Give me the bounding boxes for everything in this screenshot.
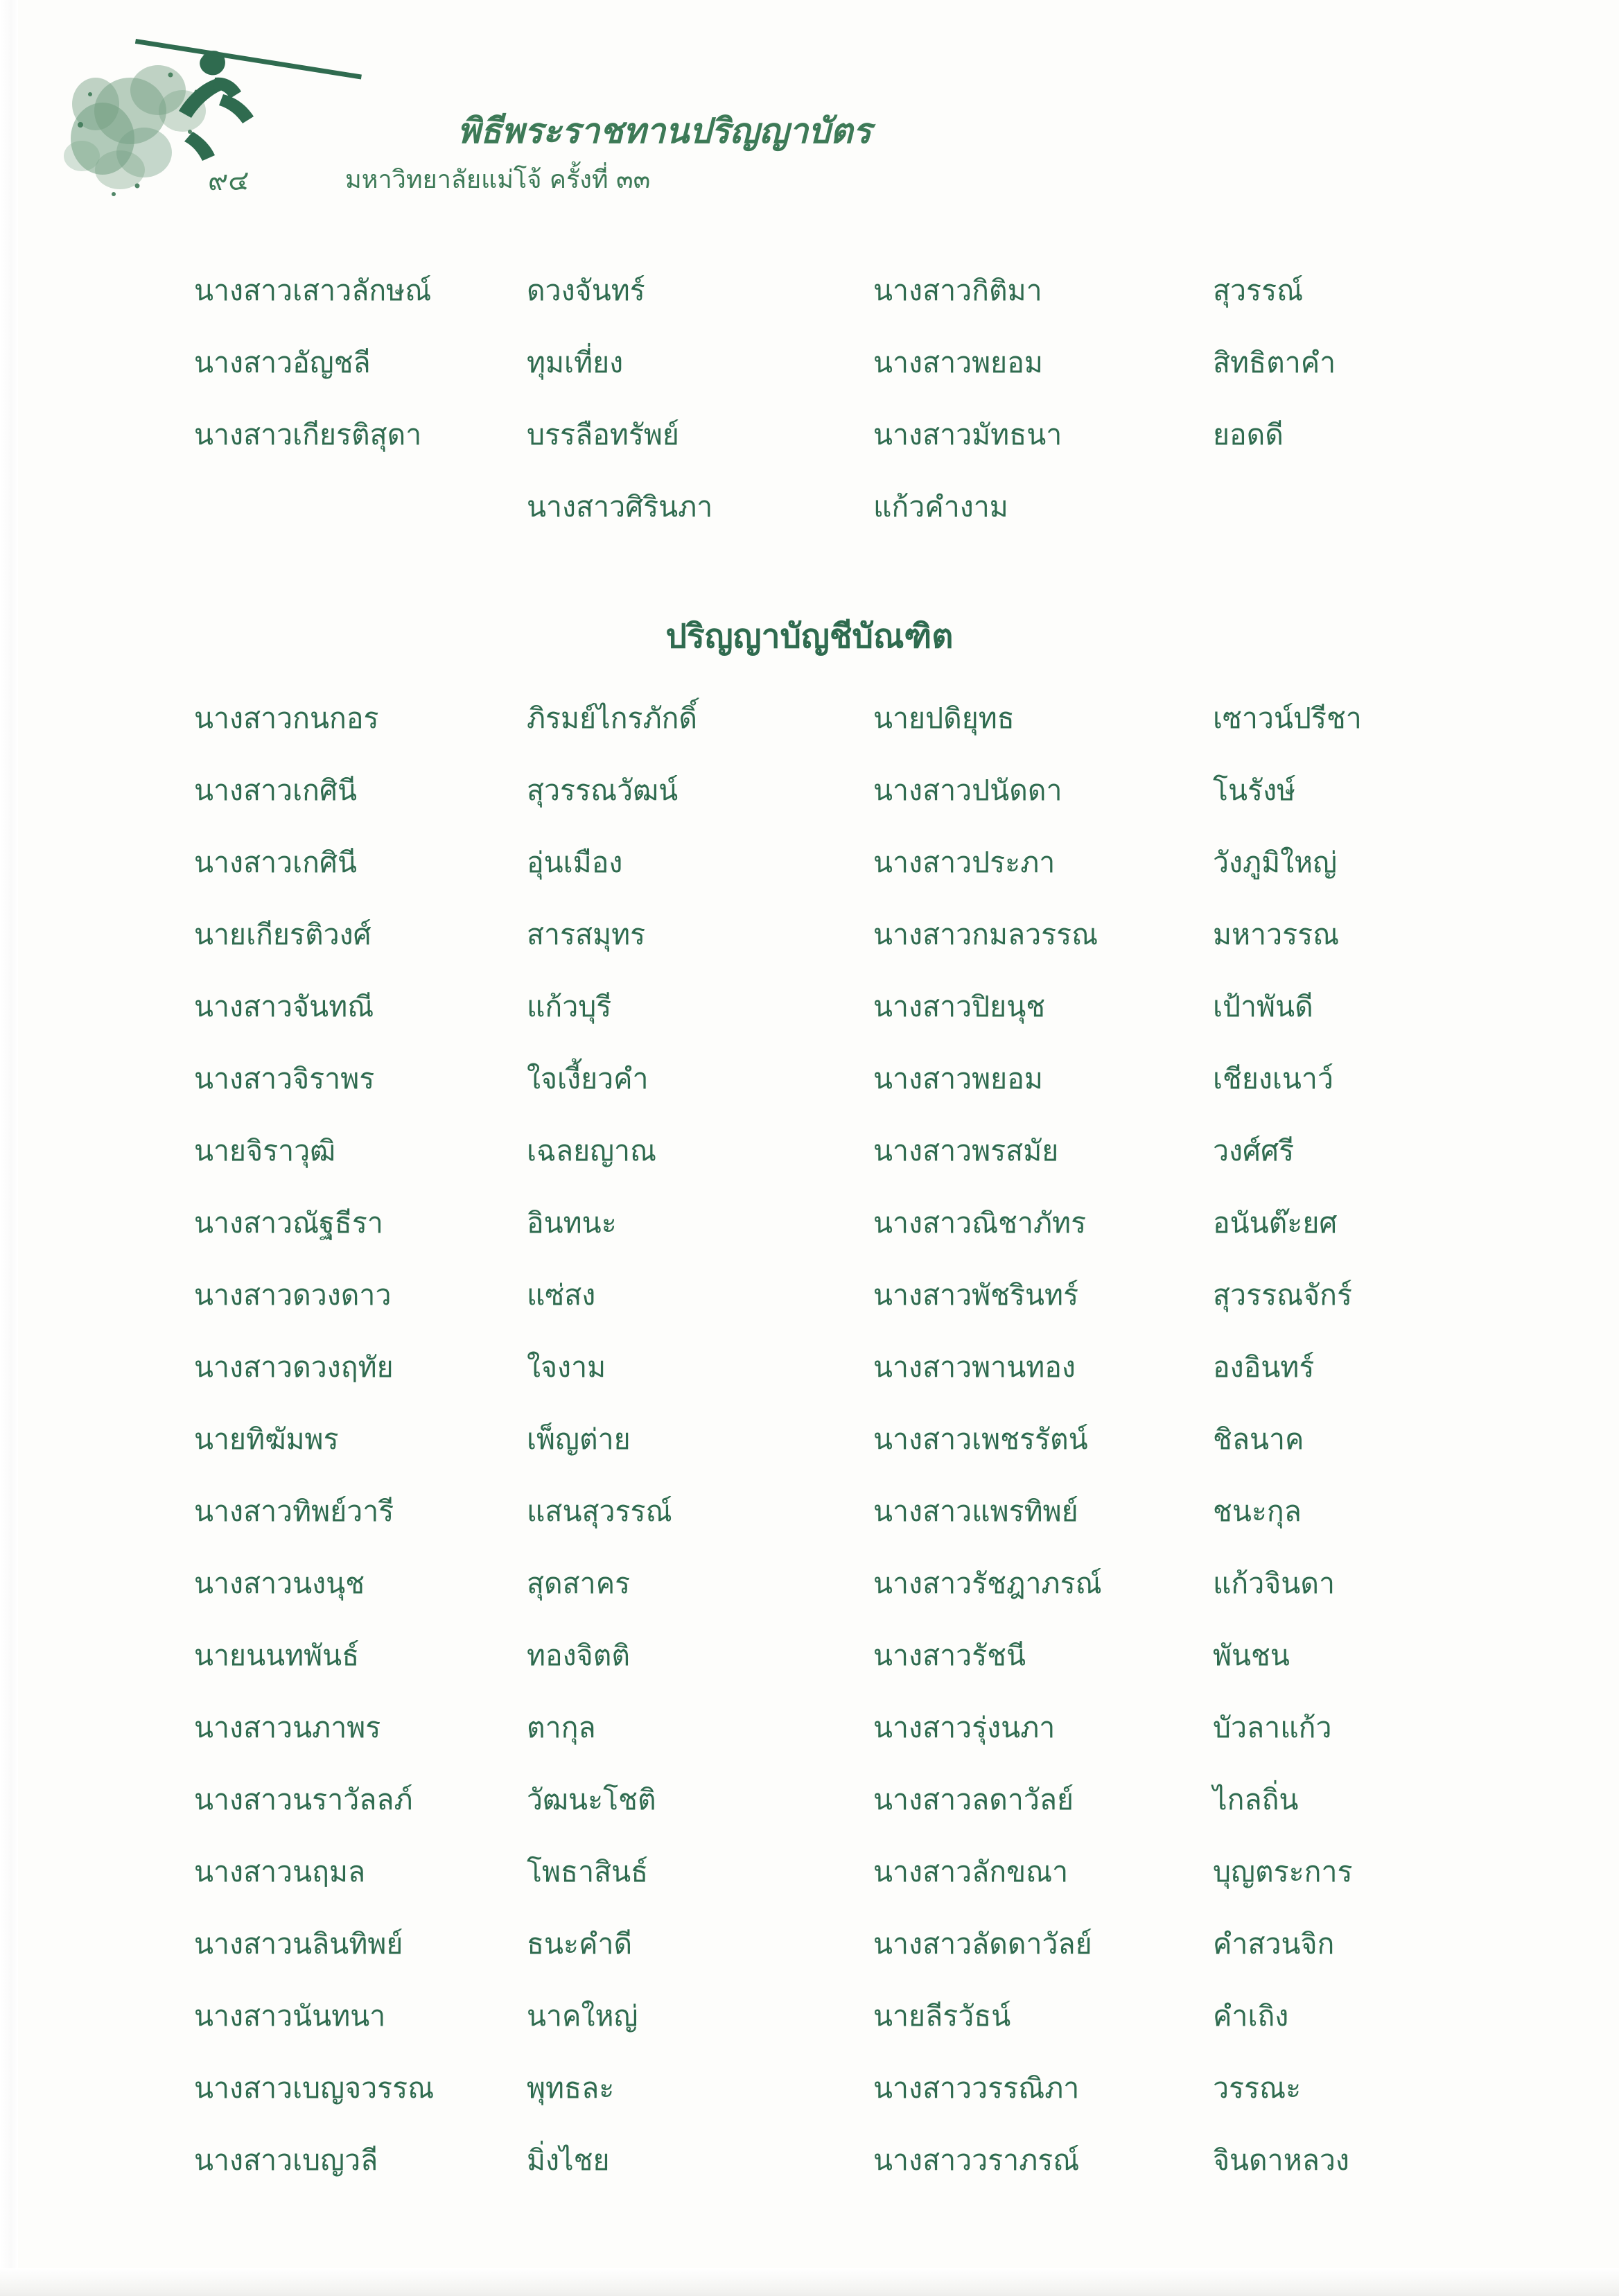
name-cell: นางสาวกมลวรรณ: [873, 918, 1099, 952]
name-cell: นางสาวพยอม: [873, 1062, 1043, 1096]
page-number: ๙๔: [208, 165, 250, 197]
table-row: [194, 1043, 1615, 1115]
name-cell: ภิรมย์ไกรภักดิ์: [527, 702, 698, 736]
name-cell: นางสาวณิชาภัทร: [873, 1206, 1087, 1240]
name-cell: ชิลนาค: [1213, 1423, 1304, 1456]
name-cell: แซ่สง: [527, 1278, 596, 1312]
name-cell: สุวรรณวัฒน์: [527, 774, 679, 808]
name-cell: มิ่งไชย: [527, 2143, 610, 2177]
name-cell: นางสาวเบญวลี: [194, 2143, 378, 2177]
table-row: [194, 1981, 1615, 2053]
name-cell: นางสาวดวงดาว: [194, 1278, 392, 1312]
name-cell: นายลีรวัธน์: [873, 1999, 1011, 2033]
name-cell: นางสาวเบญจวรรณ: [194, 2071, 435, 2105]
name-cell: นางสาวเกศินี: [194, 774, 358, 808]
name-cell: นายจิราวุฒิ: [194, 1134, 336, 1168]
table-row: [194, 1476, 1615, 1548]
name-cell: นางสาวจิราพร: [194, 1062, 375, 1096]
table-row: [194, 1404, 1615, 1476]
name-cell: นายเกียรติวงศ์: [194, 918, 371, 952]
name-cell: นายปดิยุทธ: [873, 702, 1015, 736]
name-cell: นางสาวนลินทิพย์: [194, 1927, 403, 1961]
table-row: [194, 971, 1615, 1043]
name-cell: นางสาวพานทอง: [873, 1350, 1076, 1384]
name-cell: ไกลถิ่น: [1213, 1783, 1299, 1817]
name-cell: วรรณะ: [1213, 2071, 1302, 2105]
name-cell: นางสาวรุ่งนภา: [873, 1711, 1056, 1745]
name-cell: นางสาวอัญชลี: [194, 346, 371, 380]
table-row: [194, 1332, 1615, 1404]
document-header: [0, 0, 1619, 250]
name-cell: นางสาวรัชฎาภรณ์: [873, 1567, 1102, 1601]
name-cell: ดวงจันทร์: [527, 274, 645, 308]
name-cell: นางสาวจันทณี: [194, 990, 374, 1024]
name-cell: นางสาวนราวัลลภ์: [194, 1783, 413, 1817]
name-cell: นางสาวณัฐธีรา: [194, 1206, 383, 1240]
table-row: [194, 399, 1615, 471]
name-cell: จินดาหลวง: [1213, 2143, 1349, 2177]
name-cell: นางสาววรรณิภา: [873, 2071, 1080, 2105]
name-cell: วงศ์ศรี: [1213, 1134, 1295, 1168]
name-cell: องอินทร์: [1213, 1350, 1315, 1384]
name-cell: โพธาสินธ์: [527, 1855, 649, 1889]
name-cell: นางสาวพัชรินทร์: [873, 1278, 1079, 1312]
name-cell: นายนนทพันธ์: [194, 1639, 360, 1673]
table-row: [194, 2125, 1615, 2197]
scan-edge-bottom: [0, 2268, 1619, 2296]
name-cell: เป้าพันดี: [1213, 990, 1313, 1024]
name-cell: แสนสุวรรณ์: [527, 1495, 672, 1529]
scan-edge-left: [0, 0, 18, 2296]
name-cell: นางสาวลัดดาวัลย์: [873, 1927, 1092, 1961]
name-cell: อินทนะ: [527, 1206, 617, 1240]
table-row: [194, 899, 1615, 971]
name-cell: ยอดดี: [1213, 418, 1284, 452]
name-cell: บัวลาแก้ว: [1213, 1711, 1332, 1745]
name-cell: แก้วบุรี: [527, 990, 612, 1024]
name-cell: ทุมเที่ยง: [527, 346, 624, 380]
name-cell: นางสาวพรสมัย: [873, 1134, 1059, 1168]
name-cell: ใจงาม: [527, 1350, 606, 1384]
name-cell: นางสาวพยอม: [873, 346, 1043, 380]
name-cell: อุ่นเมือง: [527, 846, 623, 880]
name-cell: นางสาวประภา: [873, 846, 1056, 880]
name-cell: คำสวนจิก: [1213, 1927, 1335, 1961]
table-row: [194, 327, 1615, 399]
name-cell: แก้วคำงาม: [873, 490, 1008, 524]
name-cell: ชนะกุล: [1213, 1495, 1302, 1529]
table-row: [194, 1260, 1615, 1332]
name-cell: นางสาวปนัดดา: [873, 774, 1062, 808]
name-cell: เพ็ญต่าย: [527, 1423, 631, 1456]
name-cell: นางสาวลดาวัลย์: [873, 1783, 1074, 1817]
table-row: [194, 1836, 1615, 1908]
top-name-list: [194, 255, 1615, 543]
table-row: [194, 1764, 1615, 1836]
table-row: [194, 255, 1615, 327]
name-cell: สิทธิตาคำ: [1213, 346, 1336, 380]
name-cell: นางสาวนงนุช: [194, 1567, 365, 1601]
name-cell: วัฒนะโชติ: [527, 1783, 656, 1817]
name-cell: นางสาวกนกอร: [194, 702, 379, 736]
name-cell: นางสาวนันทนา: [194, 1999, 386, 2033]
table-row: [194, 755, 1615, 827]
name-cell: พุทธละ: [527, 2071, 615, 2105]
name-cell: นางสาวทิพย์วารี: [194, 1495, 394, 1529]
name-cell: นาคใหญ่: [527, 1999, 638, 2033]
name-cell: นางสาวเกียรติสุดา: [194, 418, 422, 452]
name-cell: สารสมุทร: [527, 918, 646, 952]
table-row: [194, 1548, 1615, 1620]
name-cell: อนันต๊ะยศ: [1213, 1206, 1338, 1240]
name-cell: เซาวน์ปรีชา: [1213, 702, 1362, 736]
section-title: ปริญญาบัญชีบัณฑิต: [665, 617, 954, 656]
name-cell: นายทิฆัมพร: [194, 1423, 339, 1456]
name-cell: มหาวรรณ: [1213, 918, 1340, 952]
table-row: [194, 1115, 1615, 1188]
table-row: [194, 471, 1615, 543]
ceremony-subtitle: มหาวิทยาลัยแม่โจ้ ครั้งที่ ๓๓: [345, 166, 651, 194]
name-cell: นางสาวกิติมา: [873, 274, 1042, 308]
name-cell: วังภูมิใหญ่: [1213, 846, 1338, 880]
table-row: [194, 1692, 1615, 1764]
name-cell: สุวรรณจักร์: [1213, 1278, 1352, 1312]
name-cell: นางสาวนฤมล: [194, 1855, 366, 1889]
table-row: [194, 827, 1615, 899]
table-row: [194, 1188, 1615, 1260]
name-cell: นางสาวเสาวลักษณ์: [194, 274, 432, 308]
name-cell: ทองจิตติ: [527, 1639, 630, 1673]
name-cell: โนรังษ์: [1213, 774, 1296, 808]
table-row: [194, 1620, 1615, 1692]
name-cell: แก้วจินดา: [1213, 1567, 1335, 1601]
name-cell: ใจเงี้ยวคำ: [527, 1062, 649, 1096]
name-cell: นางสาวรัชนี: [873, 1639, 1026, 1673]
name-cell: บรรลือทรัพย์: [527, 418, 679, 452]
name-cell: นางสาวเพชรรัตน์: [873, 1423, 1088, 1456]
name-cell: นางสาวลักขณา: [873, 1855, 1069, 1889]
name-cell: นางสาวปิยนุช: [873, 990, 1046, 1024]
name-cell: นางสาวเกศินี: [194, 846, 358, 880]
table-row: [194, 2053, 1615, 2125]
name-cell: สุดสาคร: [527, 1567, 631, 1601]
name-cell: ตากุล: [527, 1711, 596, 1745]
name-cell: นางสาวนภาพร: [194, 1711, 381, 1745]
name-cell: นางสาวดวงฤทัย: [194, 1350, 394, 1384]
name-cell: เชียงเนาว์: [1213, 1062, 1333, 1096]
table-row: [194, 683, 1615, 755]
name-cell: สุวรรณ์: [1213, 274, 1304, 308]
name-cell: คำเถิง: [1213, 1999, 1289, 2033]
table-row: [194, 1908, 1615, 1981]
main-name-list: [194, 683, 1615, 2197]
name-cell: นางสาววราภรณ์: [873, 2143, 1080, 2177]
name-cell: นางสาวศิรินภา: [527, 490, 713, 524]
name-cell: พันชน: [1213, 1639, 1290, 1673]
name-cell: บุญตระการ: [1213, 1855, 1353, 1889]
ceremony-title: พิธีพระราชทานปริญญาบัตร: [457, 111, 872, 151]
name-cell: ธนะคำดี: [527, 1927, 633, 1961]
name-cell: นางสาวมัทธนา: [873, 418, 1062, 452]
name-cell: นางสาวแพรทิพย์: [873, 1495, 1078, 1529]
name-cell: เฉลยญาณ: [527, 1134, 657, 1168]
